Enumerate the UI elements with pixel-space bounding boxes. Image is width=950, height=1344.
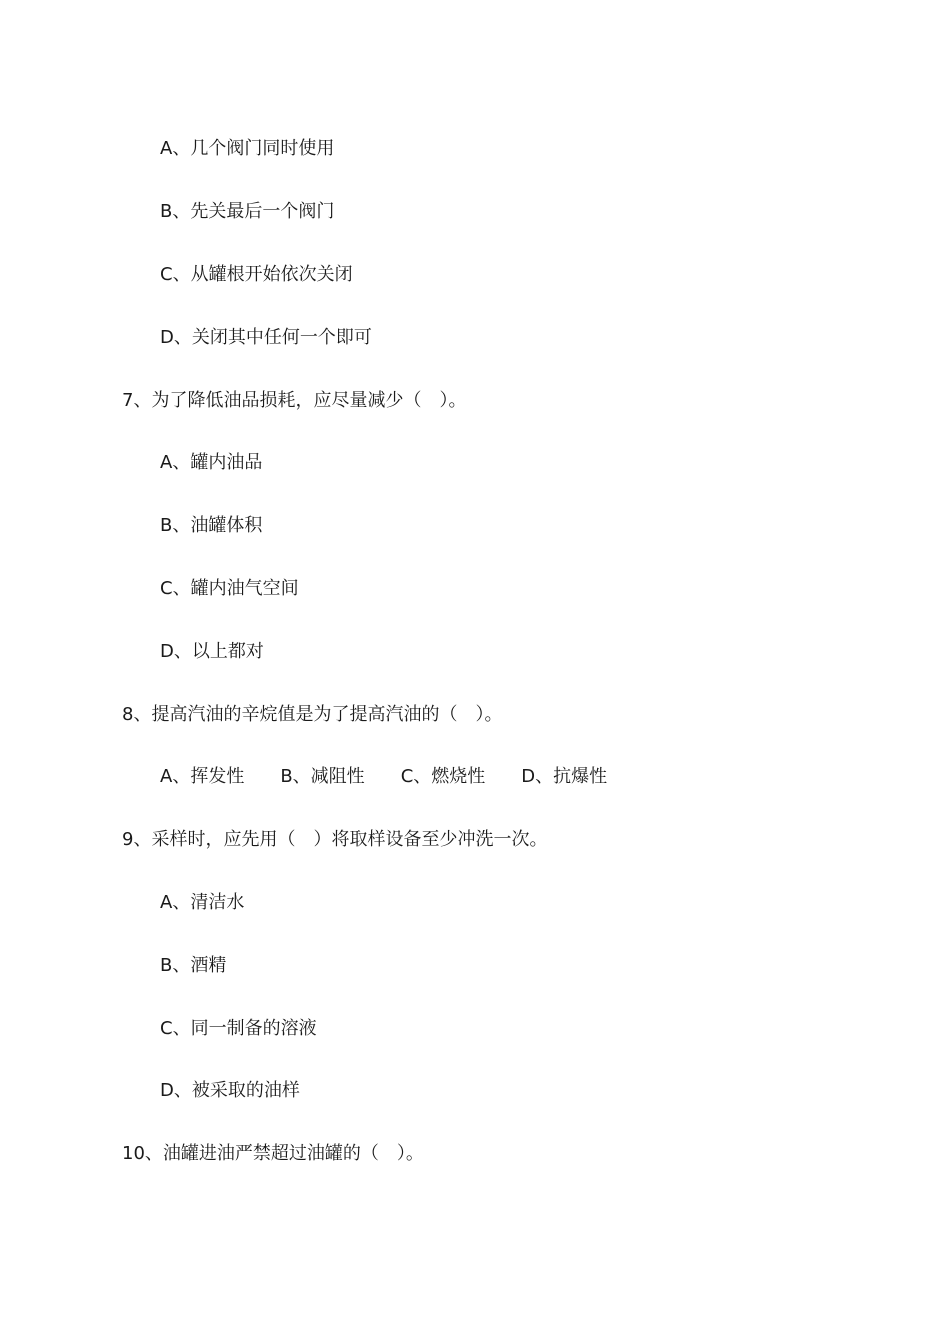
q9-question: 9、采样时，应先用（ ）将取样设备至少冲洗一次。 <box>122 829 548 850</box>
q9-option-c: C、同一制备的溶液 <box>160 1018 317 1039</box>
q8-option-b: B、减阻性 <box>280 766 365 787</box>
q6-option-b: B、先关最后一个阀门 <box>160 201 335 222</box>
q9-option-a: A、清洁水 <box>160 892 245 913</box>
q6-option-a: A、几个阀门同时使用 <box>160 138 335 159</box>
q7-option-d: D、以上都对 <box>160 641 264 662</box>
q7-option-a: A、罐内油品 <box>160 452 263 473</box>
q8-option-c: C、燃烧性 <box>400 766 486 787</box>
q8-option-a: A、挥发性 <box>160 766 245 787</box>
q9-option-d: D、被采取的油样 <box>160 1080 300 1101</box>
q7-option-c: C、罐内油气空间 <box>160 578 299 599</box>
q6-option-d: D、关闭其中任何一个即可 <box>160 327 372 348</box>
q8-options-row <box>160 765 643 789</box>
q9-option-b: B、酒精 <box>160 955 227 976</box>
q8-option-d: D、抗爆性 <box>521 766 608 787</box>
q7-question: 7、为了降低油品损耗，应尽量减少（ ）。 <box>122 390 467 411</box>
q6-option-c: C、从罐根开始依次关闭 <box>160 264 353 285</box>
q7-option-b: B、油罐体积 <box>160 515 263 536</box>
q8-question: 8、提高汽油的辛烷值是为了提高汽油的（ ）。 <box>122 704 503 725</box>
q10-question: 10、油罐进油严禁超过油罐的（ ）。 <box>122 1143 424 1164</box>
